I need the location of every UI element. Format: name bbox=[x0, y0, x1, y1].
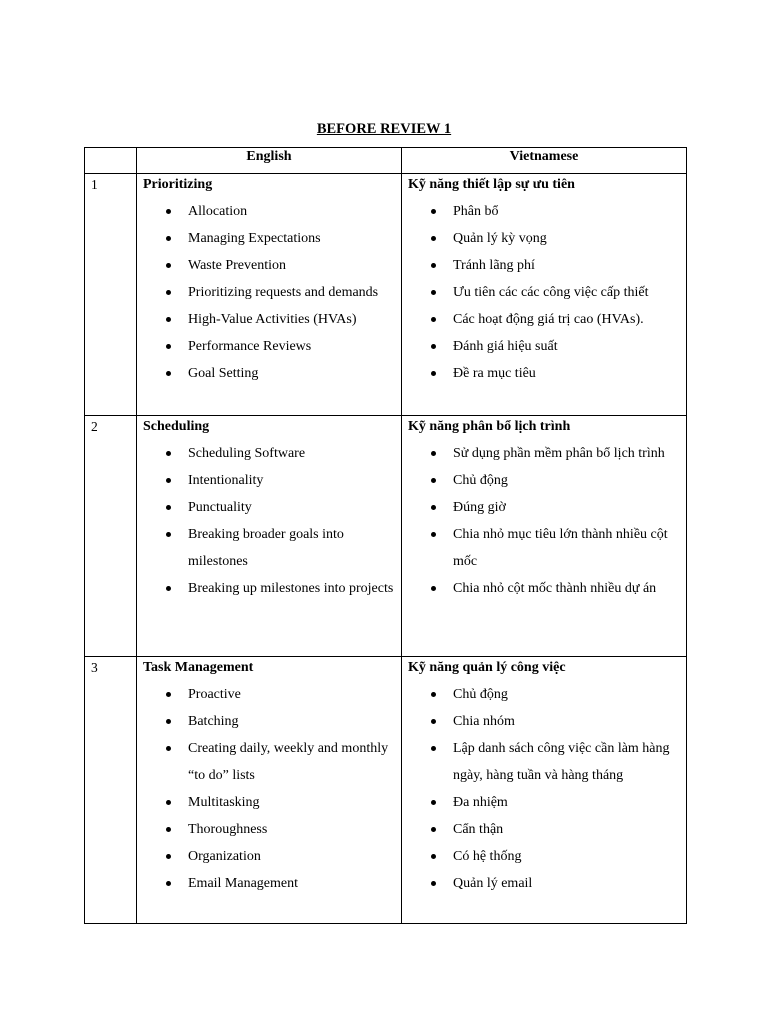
list-item: Performance Reviews bbox=[143, 333, 397, 360]
english-list bbox=[143, 681, 397, 897]
document-title: BEFORE REVIEW 1 bbox=[316, 121, 452, 137]
english-list bbox=[143, 198, 397, 387]
section-title: Kỹ năng thiết lập sự ưu tiên bbox=[408, 177, 575, 192]
list-item: Cẩn thận bbox=[408, 816, 682, 843]
list-item: Proactive bbox=[143, 681, 397, 708]
vietnamese-cell bbox=[402, 416, 687, 657]
list-item: Lập danh sách công việc cần làm hàng ngày, hàng tuần và hàng tháng bbox=[408, 735, 682, 789]
list-item: Creating daily, weekly and monthly “to do” lists bbox=[143, 735, 397, 789]
table-row bbox=[85, 657, 687, 924]
list-item: Breaking up milestones into projects bbox=[143, 575, 397, 602]
list-item: Email Management bbox=[143, 870, 397, 897]
list-item: Batching bbox=[143, 708, 397, 735]
list-item: Đánh giá hiệu suất bbox=[408, 333, 682, 360]
list-item: Đề ra mục tiêu bbox=[408, 360, 682, 387]
section-title: Kỹ năng quản lý công việc bbox=[408, 660, 566, 675]
header-vietnamese: Vietnamese bbox=[402, 148, 687, 174]
row-number: 1 bbox=[85, 174, 137, 416]
list-item: Đa nhiệm bbox=[408, 789, 682, 816]
vietnamese-list bbox=[408, 198, 682, 387]
section-title: Kỹ năng phân bổ lịch trình bbox=[408, 419, 571, 434]
list-item: Allocation bbox=[143, 198, 397, 225]
list-item: Prioritizing requests and demands bbox=[143, 279, 397, 306]
list-item: Chủ động bbox=[408, 681, 682, 708]
list-item: Có hệ thống bbox=[408, 843, 682, 870]
row-number: 3 bbox=[85, 657, 137, 924]
vietnamese-list bbox=[408, 440, 682, 602]
list-item: Organization bbox=[143, 843, 397, 870]
list-item: Ưu tiên các các công việc cấp thiết bbox=[408, 279, 682, 306]
list-item: Breaking broader goals into milestones bbox=[143, 521, 397, 575]
header-english: English bbox=[137, 148, 402, 174]
english-cell bbox=[137, 174, 402, 416]
english-cell bbox=[137, 657, 402, 924]
list-item: Quản lý kỳ vọng bbox=[408, 225, 682, 252]
list-item: Quản lý email bbox=[408, 870, 682, 897]
list-item: Goal Setting bbox=[143, 360, 397, 387]
list-item: Phân bổ bbox=[408, 198, 682, 225]
list-item: Thoroughness bbox=[143, 816, 397, 843]
header-number bbox=[85, 148, 137, 174]
list-item: Scheduling Software bbox=[143, 440, 397, 467]
english-list bbox=[143, 440, 397, 602]
section-title: Task Management bbox=[143, 660, 254, 675]
vietnamese-cell bbox=[402, 174, 687, 416]
list-item: Waste Prevention bbox=[143, 252, 397, 279]
list-item: Tránh lãng phí bbox=[408, 252, 682, 279]
vietnamese-list bbox=[408, 681, 682, 897]
list-item: Intentionality bbox=[143, 467, 397, 494]
list-item: High-Value Activities (HVAs) bbox=[143, 306, 397, 333]
table-header-row bbox=[85, 148, 687, 174]
english-cell bbox=[137, 416, 402, 657]
list-item: Chia nhóm bbox=[408, 708, 682, 735]
list-item: Sử dụng phần mềm phân bổ lịch trình bbox=[408, 440, 682, 467]
list-item: Punctuality bbox=[143, 494, 397, 521]
list-item: Chia nhỏ mục tiêu lớn thành nhiều cột mốc bbox=[408, 521, 682, 575]
list-item: Các hoạt động giá trị cao (HVAs). bbox=[408, 306, 682, 333]
vietnamese-cell bbox=[402, 657, 687, 924]
list-item: Chia nhỏ cột mốc thành nhiều dự án bbox=[408, 575, 682, 602]
row-number: 2 bbox=[85, 416, 137, 657]
list-item: Đúng giờ bbox=[408, 494, 682, 521]
review-table bbox=[84, 147, 687, 924]
section-title: Scheduling bbox=[143, 419, 210, 434]
section-title: Prioritizing bbox=[143, 177, 213, 192]
list-item: Multitasking bbox=[143, 789, 397, 816]
list-item: Managing Expectations bbox=[143, 225, 397, 252]
table-row bbox=[85, 174, 687, 416]
list-item: Chủ động bbox=[408, 467, 682, 494]
table-row bbox=[85, 416, 687, 657]
